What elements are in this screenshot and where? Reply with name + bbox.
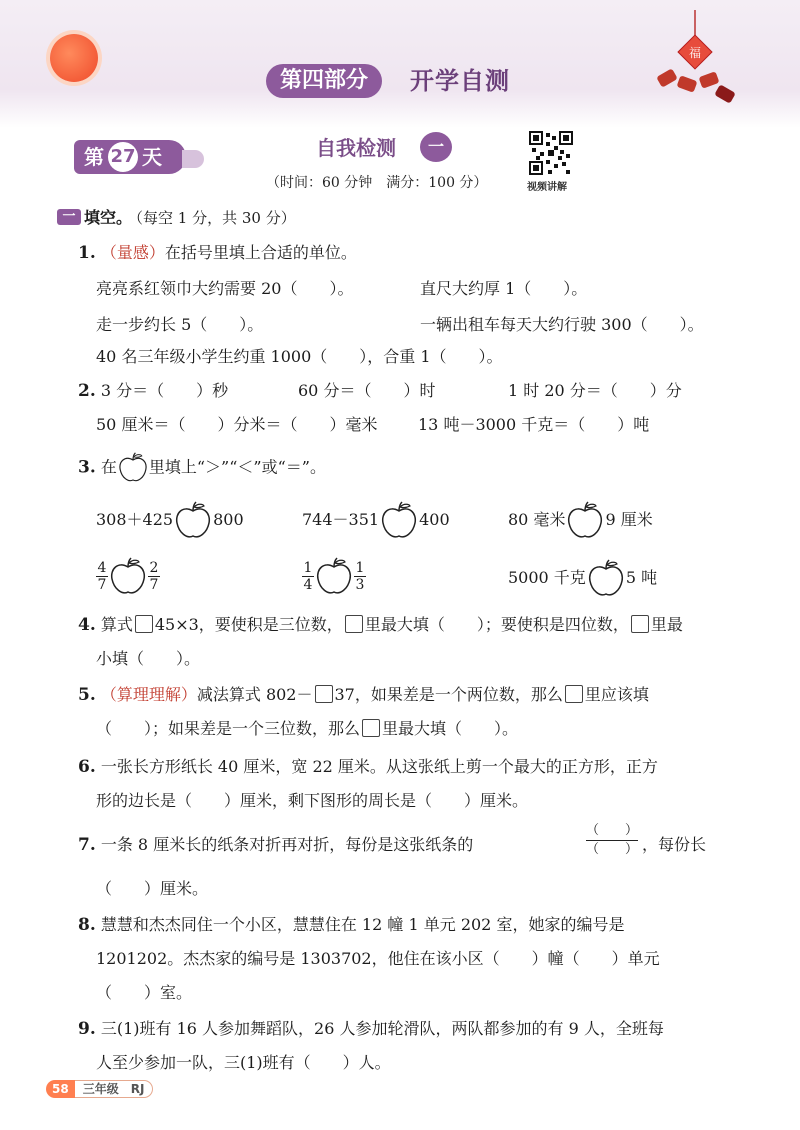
question-4-line-1 — [78, 614, 683, 636]
q3-post-text: 里填上“＞”“＜”或“＝”。 — [148, 457, 326, 477]
question-1-stem — [78, 242, 357, 264]
apple-answer-blank[interactable] — [173, 501, 213, 541]
question-2-row-1 — [78, 380, 228, 402]
question-tag: （算理理解） — [100, 685, 197, 704]
q7-text-1: 一条 8 厘米长的纸条对折再对折，每份是这张纸条的 — [100, 835, 474, 854]
question-number: 8. — [78, 915, 96, 935]
digit-box[interactable] — [631, 615, 649, 633]
compare-right: 800 — [213, 510, 244, 529]
compare-right: 9 厘米 — [605, 510, 653, 529]
q3-compare-e — [302, 556, 366, 597]
q3-compare-c — [508, 500, 653, 541]
q3-compare-b — [302, 500, 450, 541]
q4-text-2: 45×3，要使积是三位数， — [154, 615, 343, 634]
section-score-note: （每空 1 分，共 30 分） — [128, 209, 296, 227]
q1-item-e: 40 名三年级小学生约重 1000（ ），合重 1（ ）。 — [96, 347, 503, 366]
question-6-line-1 — [78, 756, 658, 778]
numerator: 1 — [355, 560, 365, 576]
test-number-badge: 一 — [420, 132, 452, 162]
apple-icon — [117, 452, 149, 484]
q3-compare-f — [508, 558, 657, 599]
time-score-info: （时间：60 分钟 满分：100 分） — [266, 175, 488, 191]
digit-box[interactable] — [362, 719, 380, 737]
denominator: 7 — [149, 577, 159, 593]
q2-item-a: 3 分＝（ ）秒 — [100, 381, 229, 400]
q5-text-4: （ ）；如果差是一个三位数，那么 — [96, 719, 361, 738]
q1-item-d: 一辆出租车每天大约行驶 300（ ）。 — [420, 315, 704, 334]
day-suffix: 天 — [142, 145, 162, 169]
denominator: 7 — [97, 577, 107, 593]
section-number-badge: 一 — [57, 209, 81, 225]
apple-answer-blank[interactable] — [108, 557, 148, 597]
q4-line-2: 小填（ ）。 — [96, 649, 201, 668]
question-5-line-2 — [96, 718, 518, 740]
page-footer — [46, 1080, 153, 1098]
q4-text-1: 算式 — [100, 615, 133, 634]
q8-line-2: 1201202。杰杰家的编号是 1303702，他住在该小区（ ）幢（ ）单元 — [96, 949, 660, 968]
compare-left: 80 毫米 — [508, 510, 566, 529]
q2-item-d: 50 厘米＝（ ）分米＝（ ）毫米 — [96, 415, 378, 434]
day-badge — [74, 140, 186, 174]
question-3-stem — [78, 452, 326, 484]
q7-text-end: ，每份长 — [642, 835, 707, 854]
fraction-left — [96, 560, 108, 593]
part-badge: 第四部分 — [266, 64, 382, 98]
question-tag: （量感） — [100, 243, 165, 262]
question-number: 4. — [78, 615, 96, 635]
numerator: 2 — [149, 560, 159, 576]
q7-fraction-blank[interactable] — [586, 822, 638, 859]
section-title: 填空。 — [84, 208, 133, 227]
numerator: 4 — [97, 560, 107, 576]
q4-text-3: 里最大填（ ）；要使积是四位数， — [364, 615, 629, 634]
day-badge-decoration — [182, 150, 204, 168]
q5-text-2: 37，如果差是一个两位数，那么 — [334, 685, 563, 704]
denominator: （ ） — [586, 842, 639, 857]
apple-answer-blank[interactable] — [565, 501, 605, 541]
day-number: 27 — [108, 142, 138, 172]
fraction-left — [302, 560, 314, 593]
question-7-line-1 — [78, 834, 473, 856]
q9-line-2: 人至少参加一队，三(1)班有（ ）人。 — [96, 1053, 391, 1072]
compare-right: 400 — [419, 510, 450, 529]
question-text: 在括号里填上合适的单位。 — [164, 243, 357, 262]
digit-box[interactable] — [315, 685, 333, 703]
apple-answer-blank[interactable] — [379, 501, 419, 541]
digit-box[interactable] — [135, 615, 153, 633]
question-9-line-1 — [78, 1018, 664, 1040]
numerator: 1 — [303, 560, 313, 576]
qr-label: 视频讲解 — [527, 182, 567, 193]
sun-icon — [50, 34, 98, 82]
question-number: 3. — [78, 457, 96, 478]
digit-box[interactable] — [345, 615, 363, 633]
q3-compare-d — [96, 556, 160, 597]
question-number: 7. — [78, 835, 96, 855]
q1-item-b: 直尺大约厚 1（ ）。 — [420, 279, 588, 298]
day-prefix: 第 — [84, 145, 104, 169]
q5-text-5: 里最大填（ ）。 — [382, 719, 519, 738]
denominator: 4 — [303, 577, 313, 593]
apple-answer-blank[interactable] — [586, 559, 626, 599]
numerator: （ ） — [586, 823, 639, 838]
part-title: 开学自测 — [410, 67, 510, 95]
fraction-right — [354, 560, 366, 593]
question-number: 9. — [78, 1019, 96, 1039]
q2-item-b: 60 分＝（ ）时 — [298, 381, 436, 400]
question-5-line-1 — [78, 684, 649, 706]
q2-item-c: 1 时 20 分＝（ ）分 — [508, 381, 682, 400]
question-number: 2. — [78, 381, 96, 401]
compare-right: 5 吨 — [625, 568, 658, 587]
fu-label: 福 — [688, 46, 702, 60]
q8-line-3: （ ）室。 — [96, 983, 193, 1002]
q7-line-2: （ ）厘米。 — [96, 879, 209, 898]
q6-text-1: 一张长方形纸长 40 厘米，宽 22 厘米。从这张纸上剪一个最大的正方形，正方 — [100, 757, 658, 776]
q5-text-3: 里应该填 — [584, 685, 649, 704]
question-8-line-1 — [78, 914, 624, 936]
grade-label: 三年级 RJ — [75, 1080, 154, 1098]
q8-text-1: 慧慧和杰杰同住一个小区，慧慧住在 12 幢 1 单元 202 室，她家的编号是 — [100, 915, 625, 934]
q3-compare-a — [96, 500, 244, 541]
q6-line-2: 形的边长是（ ）厘米，剩下图形的周长是（ ）厘米。 — [96, 791, 529, 810]
question-number: 1. — [78, 243, 96, 263]
compare-left: 744－351 — [302, 510, 380, 529]
digit-box[interactable] — [565, 685, 583, 703]
page-header — [0, 0, 800, 128]
apple-answer-blank[interactable] — [314, 557, 354, 597]
compare-left: 308＋425 — [96, 510, 174, 529]
page-number: 58 — [46, 1080, 75, 1098]
q5-text-1: 减法算式 802－ — [196, 685, 313, 704]
denominator: 3 — [355, 577, 365, 593]
question-number: 5. — [78, 685, 96, 705]
compare-left: 5000 千克 — [508, 568, 586, 587]
question-number: 6. — [78, 757, 96, 777]
q2-item-e: 13 吨－3000 千克＝（ ）吨 — [418, 415, 650, 434]
fraction-right — [148, 560, 160, 593]
firecracker-icon — [650, 10, 740, 110]
q9-text-1: 三(1)班有 16 人参加舞蹈队，26 人参加轮滑队，两队都参加的有 9 人，全班每 — [100, 1019, 664, 1038]
qr-code-icon[interactable] — [528, 130, 574, 176]
q1-item-c: 走一步约长 5（ ）。 — [96, 315, 264, 334]
test-title: 自我检测 — [316, 136, 396, 160]
q3-pre-text: 在 — [100, 457, 117, 477]
q1-item-a: 亮亮系红领巾大约需要 20（ ）。 — [96, 279, 354, 298]
q4-text-4: 里最 — [650, 615, 683, 634]
